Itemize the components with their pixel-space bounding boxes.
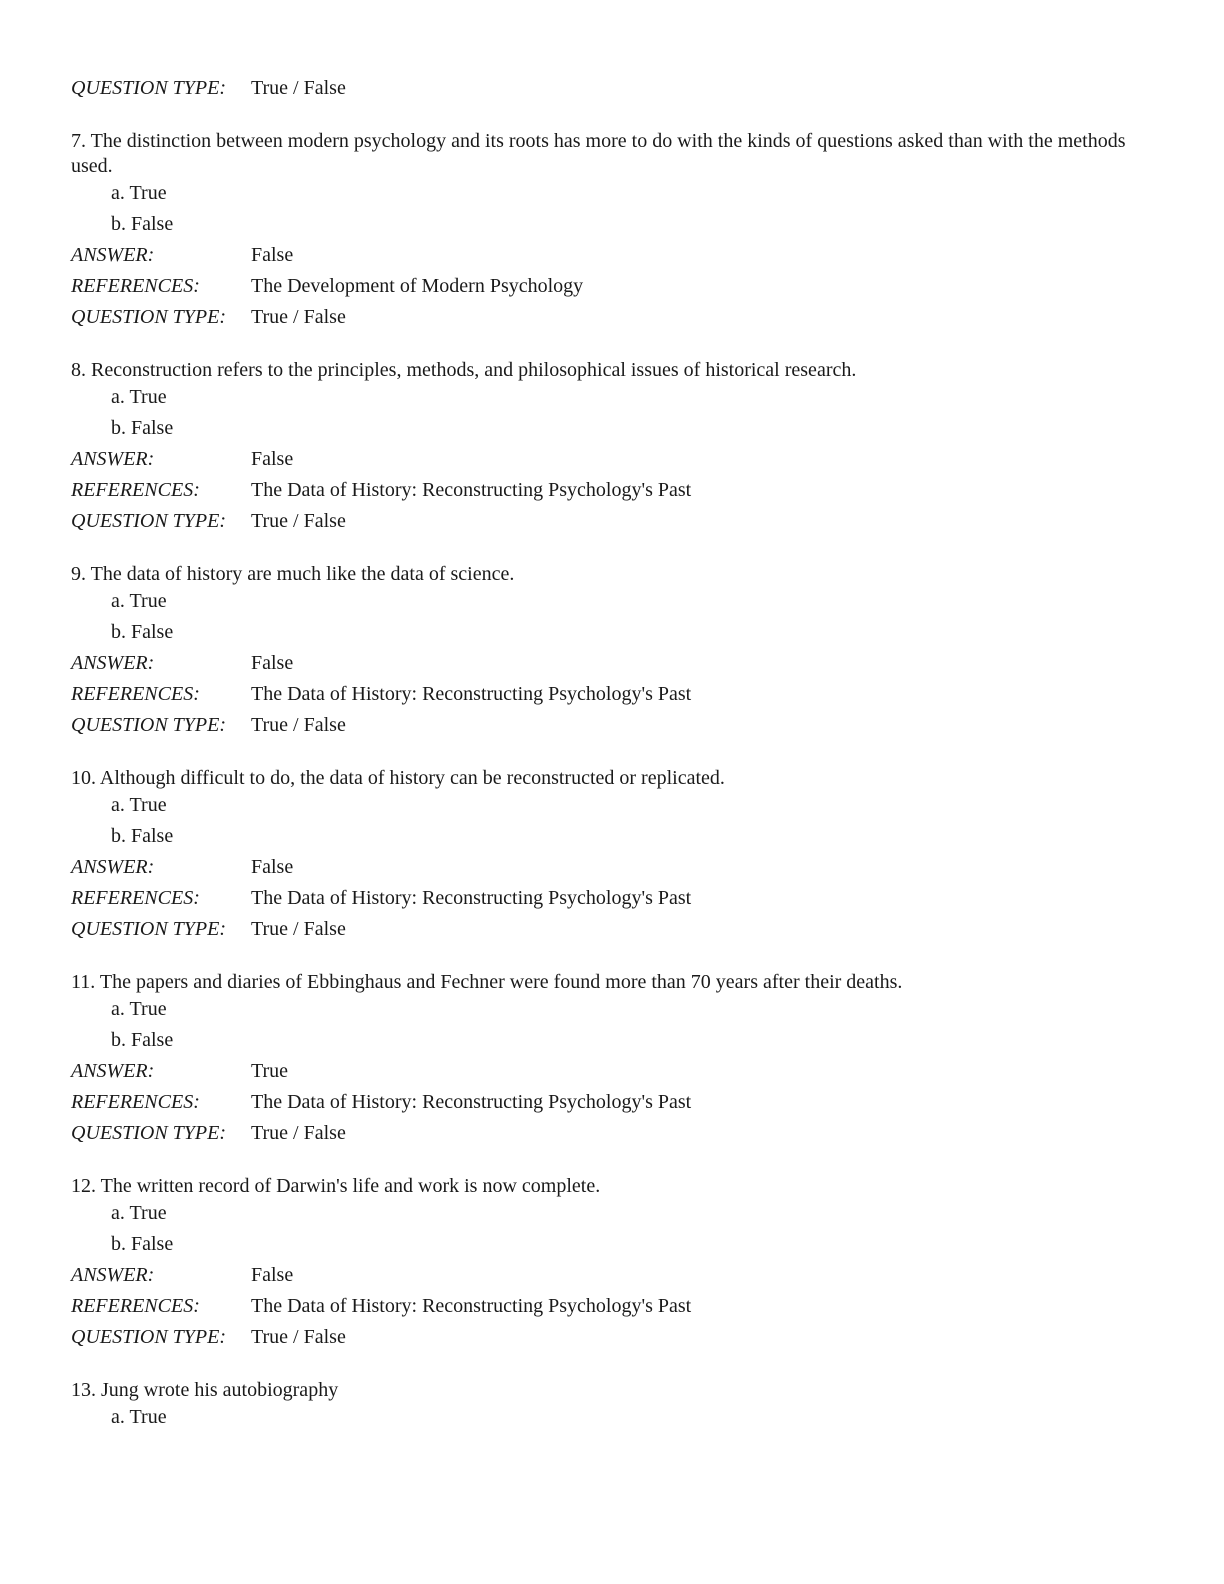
choice-a: a. True [111, 1406, 167, 1428]
answer-row [71, 855, 1131, 886]
question-11 [71, 970, 1131, 1152]
choice-b: b. False [111, 1029, 174, 1051]
question-type-label: QUESTION TYPE: [71, 77, 227, 99]
references-row [71, 1294, 1131, 1325]
question-type-value: True / False [251, 77, 346, 99]
question-type-label: QUESTION TYPE: [71, 714, 227, 736]
question-type-label: QUESTION TYPE: [71, 306, 227, 328]
references-label: REFERENCES: [71, 1295, 200, 1317]
document-page [71, 76, 1131, 1436]
question-9 [71, 562, 1131, 744]
references-value: The Data of History: Reconstructing Psychology's Past [251, 1091, 692, 1113]
references-value: The Data of History: Reconstructing Psychology's Past [251, 887, 692, 909]
answer-value: False [251, 448, 294, 470]
question-stem: 12. The written record of Darwin's life and work is now complete. [71, 1175, 601, 1197]
question-stem: 11. The papers and diaries of Ebbinghaus and Fechner were found more than 70 years after their deaths. [71, 971, 903, 993]
answer-label: ANSWER: [71, 856, 155, 878]
references-row [71, 682, 1131, 713]
choice-a: a. True [111, 998, 167, 1020]
choice-a: a. True [111, 182, 167, 204]
references-label: REFERENCES: [71, 479, 200, 501]
question-type-row [71, 305, 1131, 336]
question-type-value: True / False [251, 510, 346, 532]
question-10 [71, 766, 1131, 948]
question-stem: 7. The distinction between modern psychology and its roots has more to do with the kinds of questions asked than with the methods used. [71, 130, 1126, 177]
answer-value: False [251, 1264, 294, 1286]
question-type-label: QUESTION TYPE: [71, 510, 227, 532]
answer-row [71, 1059, 1131, 1090]
answer-value: False [251, 652, 294, 674]
answer-value: False [251, 856, 294, 878]
question-type-label: QUESTION TYPE: [71, 918, 227, 940]
references-row [71, 478, 1131, 509]
choice-a: a. True [111, 386, 167, 408]
references-row [71, 1090, 1131, 1121]
question-type-row [71, 509, 1131, 540]
references-value: The Data of History: Reconstructing Psychology's Past [251, 1295, 692, 1317]
references-value: The Development of Modern Psychology [251, 275, 584, 297]
references-label: REFERENCES: [71, 683, 200, 705]
question-8 [71, 358, 1131, 540]
choice-b: b. False [111, 621, 174, 643]
references-row [71, 274, 1131, 305]
question-stem: 8. Reconstruction refers to the principles, methods, and philosophical issues of historical research. [71, 359, 857, 381]
answer-row [71, 243, 1131, 274]
answer-row [71, 651, 1131, 682]
choice-b: b. False [111, 213, 174, 235]
question-12 [71, 1174, 1131, 1356]
choice-b: b. False [111, 825, 174, 847]
question-13 [71, 1378, 1131, 1436]
choice-b: b. False [111, 417, 174, 439]
answer-row [71, 1263, 1131, 1294]
answer-row [71, 447, 1131, 478]
references-value: The Data of History: Reconstructing Psychology's Past [251, 683, 692, 705]
question-type-row [71, 917, 1131, 948]
question-type-row [71, 76, 1131, 107]
references-value: The Data of History: Reconstructing Psychology's Past [251, 479, 692, 501]
choice-a: a. True [111, 1202, 167, 1224]
answer-label: ANSWER: [71, 1060, 155, 1082]
question-type-row [71, 1121, 1131, 1152]
question-type-value: True / False [251, 918, 346, 940]
answer-label: ANSWER: [71, 1264, 155, 1286]
question-type-value: True / False [251, 1326, 346, 1348]
question-stem: 13. Jung wrote his autobiography [71, 1379, 339, 1401]
question-7 [71, 129, 1131, 336]
question-type-value: True / False [251, 306, 346, 328]
answer-value: False [251, 244, 294, 266]
choice-a: a. True [111, 590, 167, 612]
question-type-value: True / False [251, 1122, 346, 1144]
question-type-label: QUESTION TYPE: [71, 1326, 227, 1348]
question-type-row [71, 1325, 1131, 1356]
references-row [71, 886, 1131, 917]
answer-label: ANSWER: [71, 244, 155, 266]
answer-label: ANSWER: [71, 652, 155, 674]
question-type-value: True / False [251, 714, 346, 736]
choice-b: b. False [111, 1233, 174, 1255]
question-type-row [71, 713, 1131, 744]
choice-a: a. True [111, 794, 167, 816]
references-label: REFERENCES: [71, 275, 200, 297]
references-label: REFERENCES: [71, 887, 200, 909]
answer-value: True [251, 1060, 289, 1082]
references-label: REFERENCES: [71, 1091, 200, 1113]
question-type-label: QUESTION TYPE: [71, 1122, 227, 1144]
question-stem: 10. Although difficult to do, the data of history can be reconstructed or replicated. [71, 767, 725, 789]
answer-label: ANSWER: [71, 448, 155, 470]
question-stem: 9. The data of history are much like the data of science. [71, 563, 515, 585]
